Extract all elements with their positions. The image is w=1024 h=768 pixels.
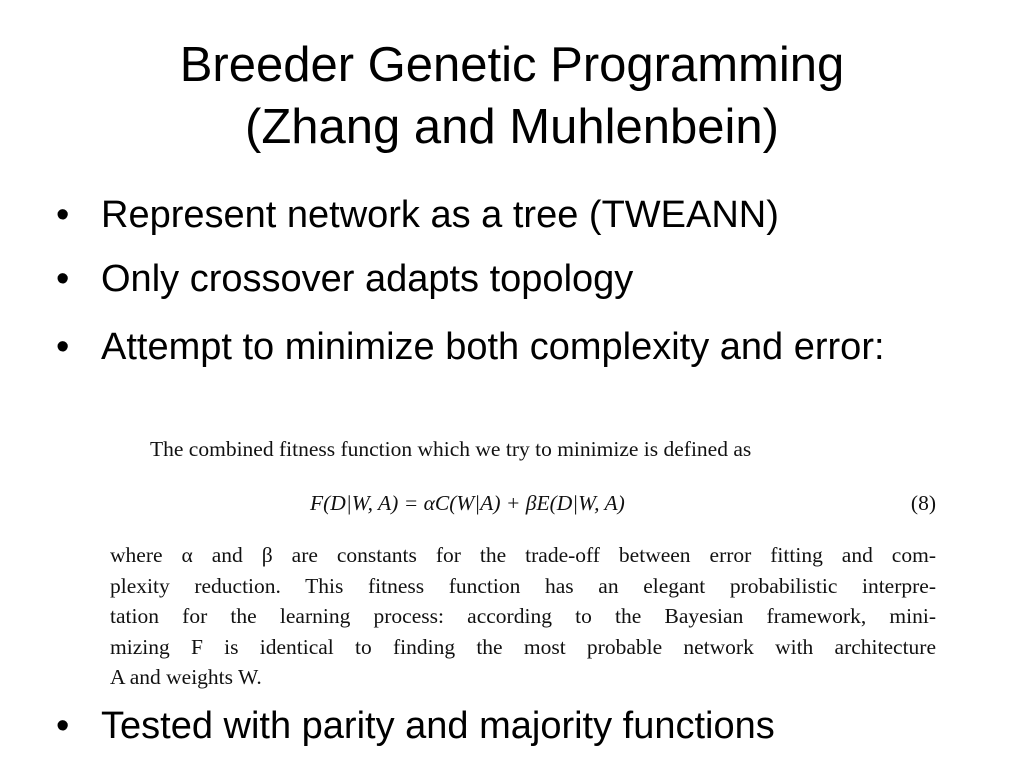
excerpt-line: where α and β are constants for the trade-off between error fitting and com- bbox=[110, 543, 936, 567]
excerpt-body bbox=[110, 540, 936, 693]
bullet-item bbox=[56, 252, 956, 306]
excerpt-line: tation for the learning process: according to the Bayesian framework, mini- bbox=[110, 604, 936, 628]
bullet-dot: • bbox=[56, 326, 70, 368]
equation-number: (8) bbox=[910, 491, 936, 515]
excerpt-line: mizing F is identical to finding the most probable network with architecture bbox=[110, 634, 936, 659]
excerpt-line: plexity reduction. This fitness function has an elegant probabilistic interpre- bbox=[110, 573, 936, 598]
bullet-dot: • bbox=[56, 705, 70, 747]
bullet-dot: • bbox=[56, 194, 70, 236]
bullet-item bbox=[56, 188, 956, 242]
bullet-text: Only crossover adapts topology bbox=[101, 258, 634, 300]
bullet-dot: • bbox=[56, 258, 70, 300]
bullet-text: Tested with parity and majority functions bbox=[101, 705, 775, 747]
excerpt-line: A and weights W. bbox=[110, 665, 262, 689]
slide-title-line-1: Breeder Genetic Programming bbox=[179, 38, 845, 92]
bullet-item bbox=[56, 320, 956, 374]
bullet-item bbox=[56, 699, 956, 753]
fitness-formula: F(D|W, A) = αC(W|A) + βE(D|W, A) bbox=[310, 491, 625, 515]
slide-title-line-2: (Zhang and Muhlenbein) bbox=[245, 100, 779, 154]
slide-title bbox=[0, 34, 1024, 158]
bullet-text: Represent network as a tree (TWEANN) bbox=[101, 194, 779, 236]
excerpt-intro-text: The combined fitness function which we try to minimize is defined as bbox=[150, 437, 752, 461]
bullet-text: Attempt to minimize both complexity and error: bbox=[101, 326, 885, 368]
